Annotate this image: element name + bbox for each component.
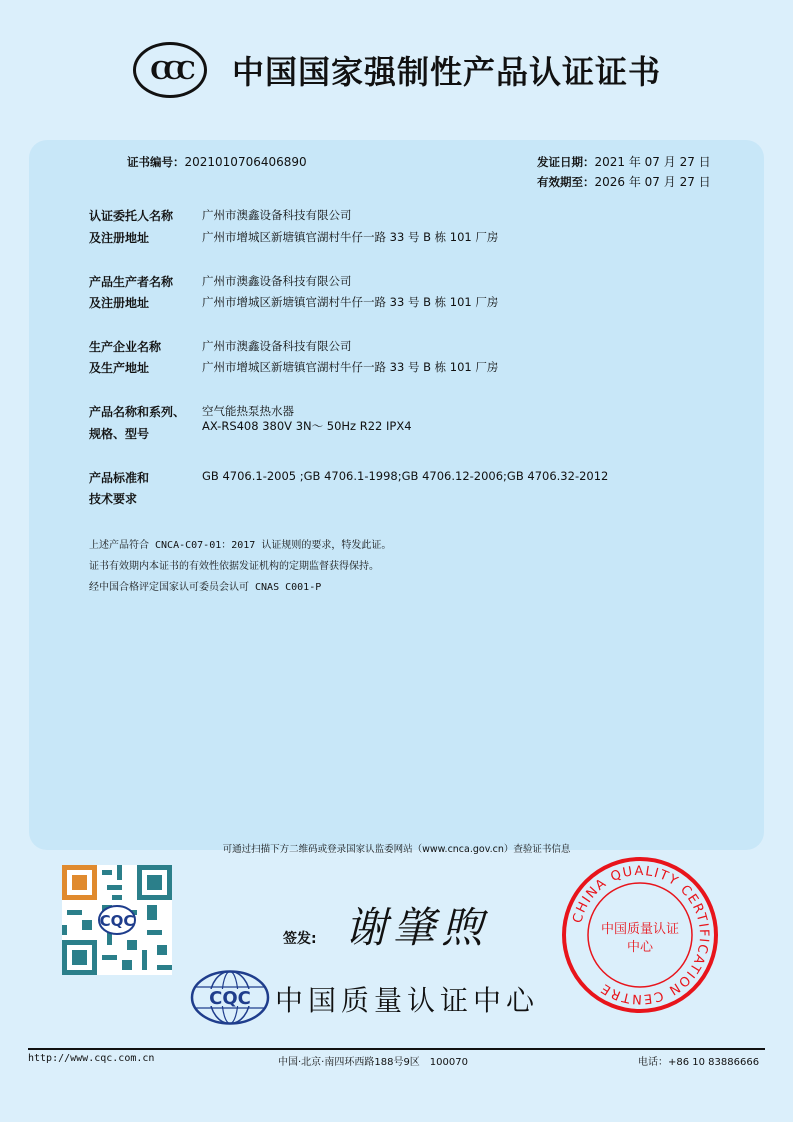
expiry-date xyxy=(537,171,711,190)
page-title: 中国国家强制性产品认证证书 xyxy=(232,53,662,91)
certificate-number-label: 证书编号： xyxy=(127,155,185,169)
certificate-panel xyxy=(29,140,764,850)
qr-code[interactable] xyxy=(62,865,172,975)
field-label: 及注册地址 xyxy=(89,296,150,310)
expiry-date-value: 2026 年 07 月 27 日 xyxy=(594,175,711,189)
field-value: 广州市澳鑫设备科技有限公司 xyxy=(202,339,352,353)
field-label: 产品名称和系列、 xyxy=(89,405,186,419)
field-value: 广州市增城区新塘镇官湖村牛仔一路 33 号 B 栋 101 厂房 xyxy=(202,295,499,309)
svg-text:CQC: CQC xyxy=(99,912,135,930)
svg-text:CHINA QUALITY CERTIFICATION CE: CHINA QUALITY CERTIFICATION CENTRE xyxy=(570,863,712,1007)
field-value: 广州市增城区新塘镇官湖村牛仔一路 33 号 B 栋 101 厂房 xyxy=(202,360,499,374)
cqc-logo xyxy=(190,970,270,1025)
footer-website[interactable]: http://www.cqc.com.cn xyxy=(28,1053,155,1064)
official-seal xyxy=(560,855,720,1015)
svg-text:CQC: CQC xyxy=(209,988,251,1009)
certificate-number xyxy=(127,151,307,170)
note-line: 上述产品符合 CNCA-C07-01：2017 认证规则的要求，特发此证。 xyxy=(89,540,392,551)
field-value: 广州市澳鑫设备科技有限公司 xyxy=(202,208,352,222)
seal-stamp-icon xyxy=(560,855,720,1015)
field-label: 技术要求 xyxy=(89,492,138,506)
field-value: 空气能热泵热水器 xyxy=(202,404,294,418)
signature: 谢肇煦 xyxy=(345,903,490,952)
field-value: 广州市增城区新塘镇官湖村牛仔一路 33 号 B 栋 101 厂房 xyxy=(202,230,499,244)
ccc-logo-text: CCC xyxy=(150,55,190,85)
issue-date-label: 发证日期： xyxy=(537,155,595,169)
issue-date-value: 2021 年 07 月 27 日 xyxy=(594,155,711,169)
note-line: 证书有效期内本证书的有效性依据发证机构的定期监督获得保持。 xyxy=(89,561,379,572)
issue-date xyxy=(537,151,711,170)
svg-text:中国质量认证: 中国质量认证 xyxy=(600,922,680,937)
field-label: 认证委托人名称 xyxy=(89,209,174,223)
field-label: 及注册地址 xyxy=(89,231,150,245)
field-value: AX-RS408 380V 3N～ 50Hz R22 IPX4 xyxy=(202,419,412,433)
issuer-name: 中国质量认证中心 xyxy=(275,984,540,1017)
expiry-date-label: 有效期至： xyxy=(537,175,595,189)
ccc-logo xyxy=(133,42,207,98)
field-label: 及生产地址 xyxy=(89,361,150,375)
field-value: 广州市澳鑫设备科技有限公司 xyxy=(202,274,352,288)
field-label: 产品标准和 xyxy=(89,471,150,485)
note-line: 经中国合格评定国家认可委员会认可 CNAS C001-P xyxy=(89,582,322,593)
certificate-number-value: 2021010706406890 xyxy=(184,155,307,169)
svg-text:中心: 中心 xyxy=(626,940,654,955)
field-label: 生产企业名称 xyxy=(89,340,162,354)
footer-phone: 电话：+86 10 83886666 xyxy=(638,1057,760,1068)
field-label: 规格、型号 xyxy=(89,427,150,441)
footer-divider xyxy=(28,1048,765,1050)
qr-pattern-icon xyxy=(62,865,172,975)
signature-label: 签发: xyxy=(283,931,317,947)
field-label: 产品生产者名称 xyxy=(89,275,174,289)
verify-instructions: 可通过扫描下方二维码或登录国家认监委网站（www.cnca.gov.cn）查验证书信息 xyxy=(222,844,571,855)
footer-address: 中国·北京·南四环西路188号9区 100070 xyxy=(278,1057,468,1068)
field-value: GB 4706.1-2005 ;GB 4706.1-1998;GB 4706.12-2006;GB 4706.32-2012 xyxy=(202,469,609,483)
cqc-globe-icon xyxy=(190,970,270,1025)
